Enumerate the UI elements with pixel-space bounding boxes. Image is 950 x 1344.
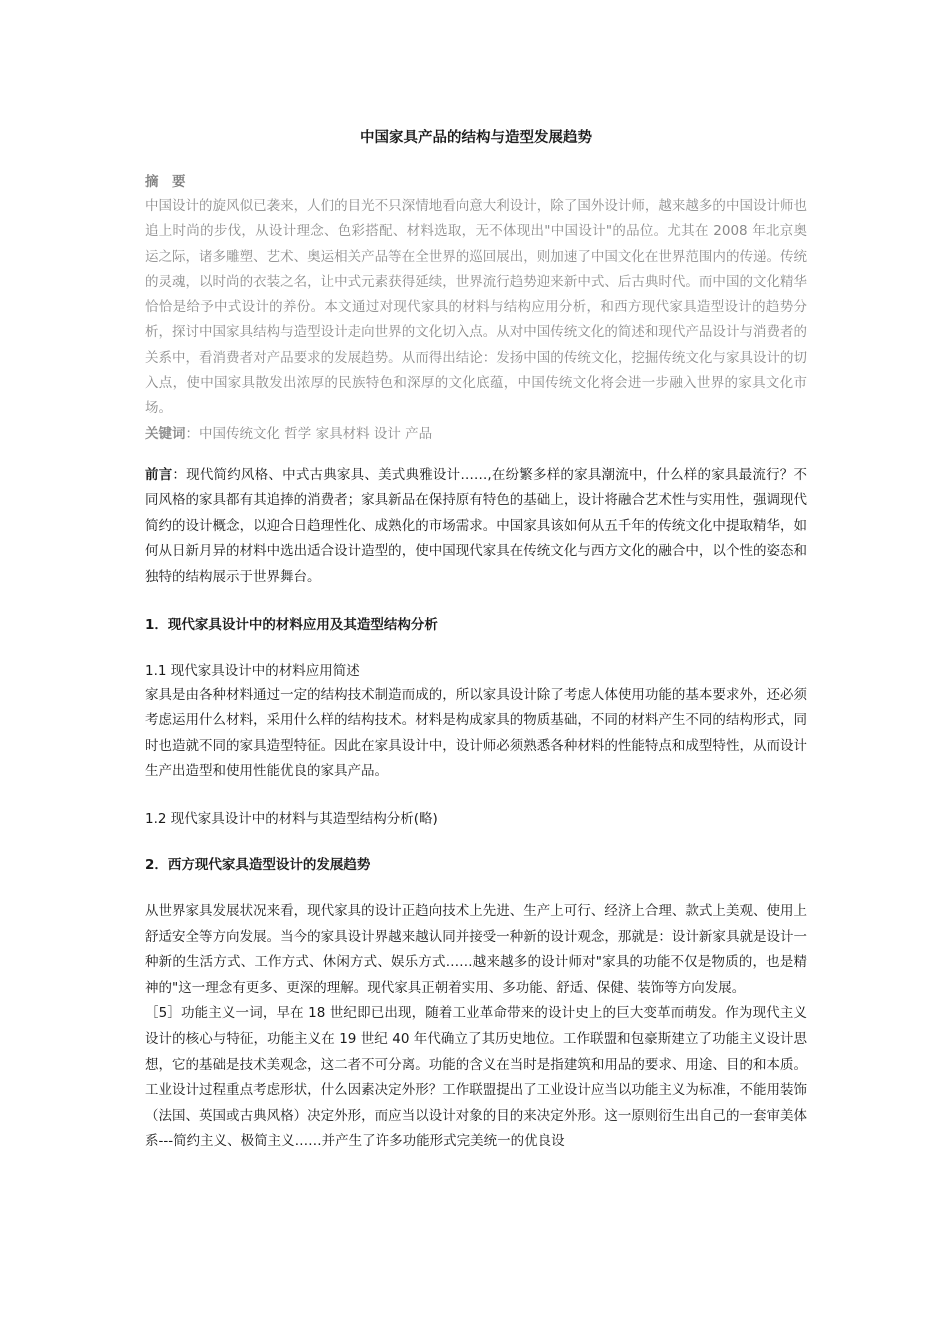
keywords-line bbox=[145, 422, 807, 447]
section-2-paragraph-2: ［5］功能主义一词，早在 18 世纪即已出现，随着工业革命带来的设计史上的巨大变革而萌发。作为现代主义设计的核心与特征，功能主义在 19 世纪 40 年代确立了其历史地位。工作联盟和包豪斯建立了功能主义设计思想，它的基础是技术美观念，这二者不可分离。功能的含义在当时是指建筑和用品的要求、用途、目的和本质。工业设计过程重点考虑形状，什么因素决定外形？工作联盟提出了工业设计应当以功能主义为标准，不能用装饰（法国、英国或古典风格）决定外形，而应当以设计对象的目的来决定外形。这一原则衍生出自己的一套审美体系---简约主义、极简主义……并产生了许多功能形式完美统一的优良设 bbox=[145, 1005, 807, 1150]
abstract-heading: 摘 要 bbox=[145, 174, 186, 190]
section-2-paragraph-1: 从世界家具发展状况来看，现代家具的设计正趋向技术上先进、生产上可行、经济上合理、款式上美观、使用上舒适安全等方向发展。当今的家具设计界越来越认同并接受一种新的设计观念，那就是：设计新家具就是设计一种新的生活方式、工作方式、休闲方式、娱乐方式……越来越多的设计师对"家具的功能不仅是物质的，也是精神的"这一理念有更多、更深的理解。现代家具正朝着实用、多功能、舒适、保健、装饰等方向发展。 bbox=[145, 903, 807, 996]
section-1-1-text: 家具是由各种材料通过一定的结构技术制造而成的，所以家具设计除了考虑人体使用功能的基本要求外，还必须考虑运用什么材料，采用什么样的结构技术。材料是构成家具的物质基础，不同的材料产生不同的结构形式，同时也造就不同的家具造型特征。因此在家具设计中，设计师必须熟悉各种材料的性能特点和成型特性，从而设计生产出造型和使用性能优良的家具产品。 bbox=[145, 686, 807, 780]
section-1-heading: 1．现代家具设计中的材料应用及其造型结构分析 bbox=[145, 616, 438, 633]
keywords-label: 关键词 bbox=[145, 425, 186, 442]
section-1-2-heading: 1.2 现代家具设计中的材料与其造型结构分析(略) bbox=[145, 811, 438, 828]
section-1-1-heading: 1.1 现代家具设计中的材料应用简述 bbox=[145, 662, 360, 679]
document-title: 中国家具产品的结构与造型发展趋势 bbox=[360, 130, 592, 146]
preface-text: ：现代简约风格、中式古典家具、美式典雅设计……,在纷繁多样的家具潮流中，什么样的家具最流行？不同风格的家具都有其追捧的消费者；家具新品在保持原有特色的基础上，设计将融合艺术性与实用性，强调现代简约的设计概念，以迎合日趋理性化、成熟化的市场需求。中国家具该如何从五千年的传统文化中提取精华，如何从日新月异的材料中选出适合设计造型的，使中国现代家具在传统文化与西方文化的融合中，以个性的姿态和独特的结构展示于世界舞台。 bbox=[145, 466, 807, 586]
keywords-text: ：中国传统文化 哲学 家具材料 设计 产品 bbox=[185, 425, 433, 442]
abstract-text: 中国设计的旋风似已袭来，人们的目光不只深情地看向意大利设计，除了国外设计师，越来越多的中国设计师也追上时尚的步伐，从设计理念、色彩搭配、材料选取，无不体现出"中国设计"的品位。尤其在 2008 年北京奥运之际，诸多雕塑、艺术、奥运相关产品等在全世界的巡回展出，则加速了中国文化在世界范围内的传递。传统的灵魂，以时尚的衣装之名，让中式元素获得延续，世界流行趋势迎来新中式、后古典时代。而中国的文化精华恰恰是给予中式设计的养份。本文通过对现代家具的材料与结构应用分析，和西方现代家具造型设计的趋势分析，探讨中国家具结构与造型设计走向世界的文化切入点。从对中国传统文化的简述和现代产品设计与消费者的关系中，看消费者对产品要求的发展趋势。从而得出结论：发扬中国的传统文化，挖掘传统文化与家具设计的切入点，使中国家具散发出浓厚的民族特色和深厚的文化底蕴，中国传统文化将会进一步融入世界的家具文化市场。 bbox=[145, 198, 807, 417]
preface-paragraph bbox=[145, 463, 807, 591]
section-2-heading: 2．西方现代家具造型设计的发展趋势 bbox=[145, 857, 371, 874]
document-page bbox=[145, 126, 807, 1155]
preface-label: 前言 bbox=[145, 466, 173, 483]
